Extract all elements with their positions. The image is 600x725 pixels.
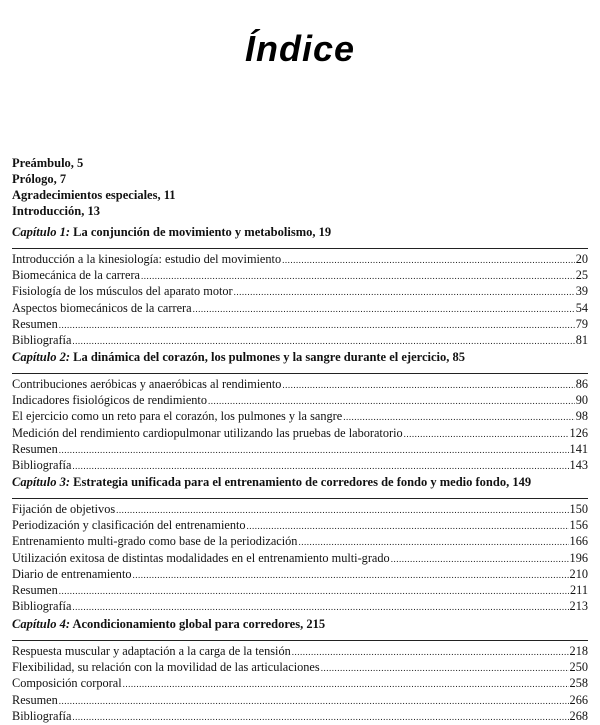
leader-dots xyxy=(292,643,569,660)
entry-page: 25 xyxy=(575,268,588,283)
leader-dots xyxy=(298,533,568,550)
chapter-label: Capítulo 1: xyxy=(12,225,70,239)
chapter-rule xyxy=(12,498,588,499)
toc-entry xyxy=(12,251,588,267)
entry-title: Resumen xyxy=(12,582,58,597)
toc-entry xyxy=(12,392,588,408)
leader-dots xyxy=(234,283,575,300)
chapter-title: La conjunción de movimiento y metabolismo, 19 xyxy=(73,225,332,239)
entry-title: Resumen xyxy=(12,441,58,456)
leader-dots xyxy=(208,392,575,409)
entry-title: Introducción a la kinesiología: estudio del movimiento xyxy=(12,252,282,266)
toc-entry xyxy=(12,425,588,441)
entry-page: 90 xyxy=(575,393,588,408)
chapter-3 xyxy=(12,474,588,614)
chapter-heading xyxy=(12,474,588,490)
entry-page: 218 xyxy=(569,644,588,658)
entry-title: Medición del rendimiento cardiopulmonar utilizando las pruebas de laboratorio xyxy=(12,425,403,440)
entry-title: Diario de entrenamiento xyxy=(12,566,132,581)
entry-page: 39 xyxy=(575,284,588,299)
leader-dots xyxy=(72,708,568,725)
chapter-title: La dinámica del corazón, los pulmones y la sangre durante el ejercicio, 85 xyxy=(73,350,466,364)
entry-page: 250 xyxy=(569,660,588,675)
chapter-label: Capítulo 4: xyxy=(12,617,70,631)
chapter-title: Estrategia unificada para el entrenamiento de corredores de fondo y medio fondo, 149 xyxy=(73,475,532,489)
toc-entry xyxy=(12,316,588,332)
entry-title: Periodización y clasificación del entrenamiento xyxy=(12,518,246,533)
toc-entry xyxy=(12,267,588,283)
leader-dots xyxy=(321,659,569,676)
toc-entry xyxy=(12,675,588,691)
chapter-label: Capítulo 2: xyxy=(12,350,70,364)
entry-title: Composición corporal xyxy=(12,676,122,691)
leader-dots xyxy=(193,300,575,317)
entry-page: 196 xyxy=(569,550,588,565)
entry-page: 258 xyxy=(569,676,588,691)
toc-entry xyxy=(12,566,588,582)
toc-entry xyxy=(12,598,588,614)
entry-page: 20 xyxy=(575,252,588,266)
entry-title: Utilización exitosa de distintas modalidades en el entrenamiento multi-grado xyxy=(12,550,390,565)
entry-page: 266 xyxy=(569,692,588,707)
chapter-4 xyxy=(12,616,588,724)
leader-dots xyxy=(59,692,569,709)
entry-page: 141 xyxy=(569,441,588,456)
chapter-heading xyxy=(12,349,588,365)
front-matter xyxy=(12,155,176,219)
toc-entry xyxy=(12,283,588,299)
toc-entry xyxy=(12,300,588,316)
entry-title: Resumen xyxy=(12,692,58,707)
front-matter-item: Agradecimientos especiales, 11 xyxy=(12,188,176,202)
toc-entry xyxy=(12,501,588,517)
leader-dots xyxy=(247,517,569,534)
chapter-title: Acondicionamiento global para corredores, 215 xyxy=(72,617,326,631)
toc-entry xyxy=(12,533,588,549)
entry-page: 210 xyxy=(569,566,588,581)
leader-dots xyxy=(282,251,575,268)
toc-entry xyxy=(12,517,588,533)
leader-dots xyxy=(133,566,569,583)
entry-title: Bibliografía xyxy=(12,599,72,614)
chapter-label: Capítulo 3: xyxy=(12,475,70,489)
entry-page: 54 xyxy=(575,300,588,315)
entry-title: Bibliografía xyxy=(12,332,72,347)
leader-dots xyxy=(123,675,569,692)
chapter-heading xyxy=(12,616,588,632)
toc-entry xyxy=(12,457,588,473)
leader-dots xyxy=(282,376,574,393)
chapter-rule xyxy=(12,640,588,641)
leader-dots xyxy=(343,408,575,425)
toc-entry xyxy=(12,659,588,675)
entry-title: Aspectos biomecánicos de la carrera xyxy=(12,300,192,315)
entry-page: 79 xyxy=(575,316,588,331)
toc-entry xyxy=(12,550,588,566)
leader-dots xyxy=(59,316,575,333)
entry-page: 98 xyxy=(575,409,588,424)
leader-dots xyxy=(72,332,574,349)
toc-entry xyxy=(12,376,588,392)
entry-page: 213 xyxy=(569,599,588,614)
entry-title: Fisiología de los músculos del aparato motor xyxy=(12,284,233,299)
chapter-heading xyxy=(12,224,588,240)
entry-page: 126 xyxy=(569,425,588,440)
entry-page: 150 xyxy=(569,502,588,516)
leader-dots xyxy=(72,457,568,474)
toc-entry xyxy=(12,582,588,598)
entry-title: Fijación de objetivos xyxy=(12,502,116,516)
toc-entry xyxy=(12,692,588,708)
entry-title: El ejercicio como un reto para el corazón, los pulmones y la sangre xyxy=(12,409,343,424)
entry-page: 166 xyxy=(569,534,588,549)
front-matter-item: Preámbulo, 5 xyxy=(12,156,84,170)
leader-dots xyxy=(404,425,569,442)
entry-page: 86 xyxy=(575,377,588,391)
leader-dots xyxy=(141,267,575,284)
entry-title: Bibliografía xyxy=(12,708,72,723)
entry-page: 268 xyxy=(569,708,588,723)
leader-dots xyxy=(391,550,569,567)
front-matter-item: Prólogo, 7 xyxy=(12,172,67,186)
leader-dots xyxy=(116,501,568,518)
toc-entry xyxy=(12,332,588,348)
entry-title: Entrenamiento multi-grado como base de la periodización xyxy=(12,534,298,549)
page-title: Índice xyxy=(244,28,356,69)
toc-entry xyxy=(12,441,588,457)
toc-entry xyxy=(12,643,588,659)
entry-title: Indicadores fisiológicos de rendimiento xyxy=(12,393,207,408)
chapter-rule xyxy=(12,248,588,249)
toc-entry xyxy=(12,708,588,724)
entry-title: Biomecánica de la carrera xyxy=(12,268,141,283)
toc-entry xyxy=(12,408,588,424)
front-matter-item: Introducción, 13 xyxy=(12,204,100,218)
entry-title: Respuesta muscular y adaptación a la carga de la tensión xyxy=(12,644,291,658)
entry-title: Resumen xyxy=(12,316,58,331)
chapter-1 xyxy=(12,224,588,348)
entry-page: 211 xyxy=(570,582,588,597)
leader-dots xyxy=(72,598,568,615)
entry-title: Bibliografía xyxy=(12,457,72,472)
entry-page: 156 xyxy=(569,518,588,533)
chapter-rule xyxy=(12,373,588,374)
entry-page: 81 xyxy=(575,332,588,347)
entry-title: Flexibilidad, su relación con la movilidad de las articulaciones xyxy=(12,660,320,675)
leader-dots xyxy=(59,441,569,458)
entry-page: 143 xyxy=(569,457,588,472)
entry-title: Contribuciones aeróbicas y anaeróbicas al rendimiento xyxy=(12,377,282,391)
chapter-2 xyxy=(12,349,588,473)
leader-dots xyxy=(59,582,569,599)
